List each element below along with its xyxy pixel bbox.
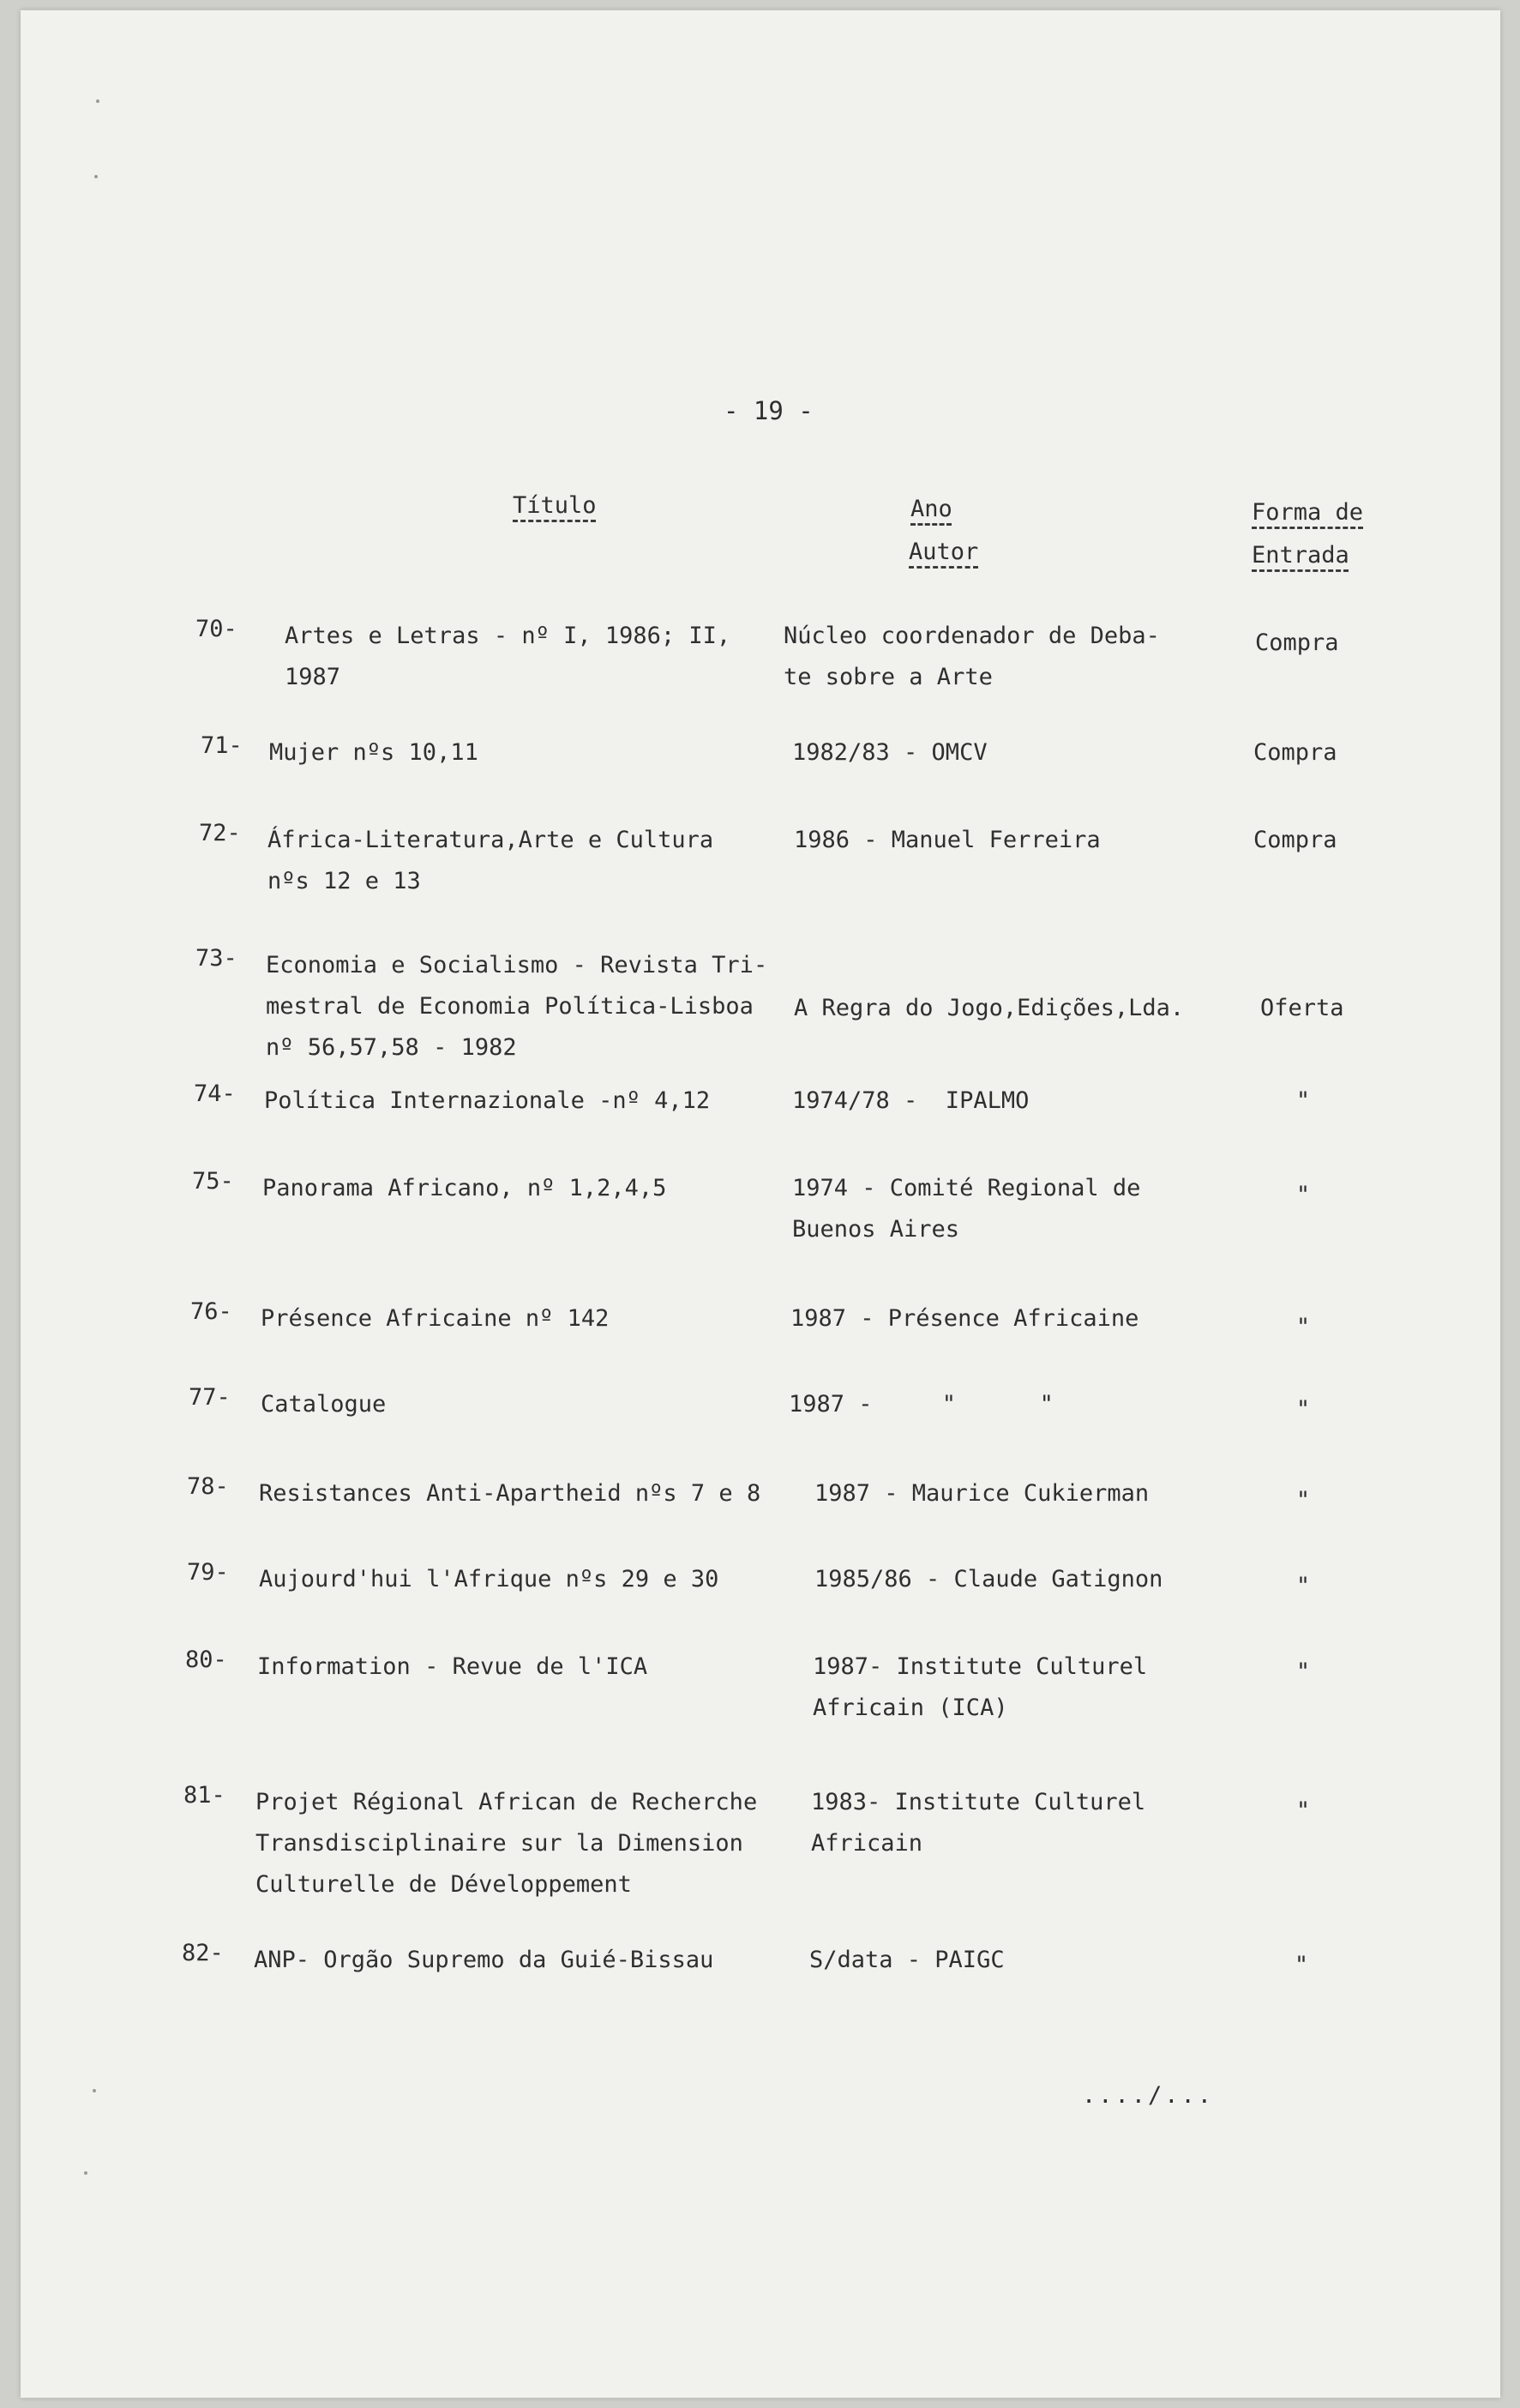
entry-title-line: Panorama Africano, nº 1,2,4,5 — [262, 1175, 667, 1201]
entry-number: 73- — [195, 945, 237, 972]
entry-title-line: Projet Régional African de Recherche — [255, 1789, 758, 1815]
header-entrada: Entrada — [1252, 542, 1349, 569]
entry-author-line: 1987 - " " — [789, 1391, 1054, 1418]
entry-author-line: 1987- Institute Culturel — [813, 1653, 1148, 1680]
entry-title-line: Mujer nºs 10,11 — [269, 739, 478, 766]
document-page — [21, 10, 1500, 2398]
entry-title-line: mestral de Economia Política-Lisboa — [266, 993, 754, 1020]
entry-author-line: 1986 - Manuel Ferreira — [794, 827, 1101, 853]
entry-number: 77- — [189, 1384, 231, 1411]
entry-number: 71- — [201, 732, 243, 759]
entry-title-line: Economia e Socialismo - Revista Tri- — [266, 952, 768, 978]
entry-author-line: Núcleo coordenador de Deba- — [784, 623, 1160, 649]
entry-title-line: ANP- Orgão Supremo da Guié-Bissau — [254, 1947, 714, 1973]
entry-title-line: Transdisciplinaire sur la Dimension — [255, 1830, 743, 1857]
entry-title-line: Artes e Letras - nº I, 1986; II, — [285, 623, 731, 649]
entry-author-line: 1982/83 - OMCV — [792, 739, 988, 766]
entry-number: 80- — [185, 1646, 227, 1673]
entry-acquisition: " — [1295, 1182, 1311, 1208]
header-titulo: Título — [513, 492, 597, 519]
paper-speck — [93, 2089, 96, 2092]
entry-number: 76- — [190, 1298, 232, 1325]
entry-acquisition: Oferta — [1260, 995, 1344, 1021]
entry-number: 74- — [194, 1081, 236, 1107]
entry-author-line: Africain — [811, 1830, 923, 1857]
entry-title-line: 1987 — [285, 664, 341, 690]
entry-title-line: Resistances Anti-Apartheid nºs 7 e 8 — [259, 1480, 761, 1507]
entry-author-line: 1974 - Comité Regional de — [792, 1175, 1141, 1201]
entry-acquisition: " — [1295, 1314, 1311, 1340]
entry-acquisition: Compra — [1253, 827, 1337, 853]
entry-title-line: Aujourd'hui l'Afrique nºs 29 e 30 — [259, 1566, 719, 1592]
header-autor: Autor — [909, 539, 979, 565]
entry-title-line: Política Internazionale -nº 4,12 — [264, 1087, 711, 1114]
entry-number: 81- — [183, 1782, 225, 1809]
entry-number: 79- — [187, 1559, 229, 1586]
entry-author-line: 1974/78 - IPALMO — [792, 1087, 1030, 1114]
entry-title-line: Présence Africaine nº 142 — [261, 1305, 610, 1332]
entry-author-line: 1985/86 - Claude Gatignon — [814, 1566, 1163, 1592]
entry-acquisition: " — [1295, 1396, 1311, 1423]
header-ano: Ano — [910, 496, 952, 522]
entry-author-line: 1983- Institute Culturel — [811, 1789, 1146, 1815]
entry-author-line: Buenos Aires — [792, 1216, 960, 1243]
entry-acquisition: " — [1295, 1487, 1311, 1514]
paper-speck — [96, 99, 99, 103]
entry-acquisition: " — [1294, 1952, 1309, 1978]
entry-author-line: 1987 - Présence Africaine — [790, 1305, 1139, 1332]
page-number: - 19 - — [724, 396, 814, 425]
entry-acquisition: " — [1295, 1659, 1311, 1685]
entry-author-line: S/data - PAIGC — [809, 1947, 1005, 1973]
entry-acquisition: Compra — [1253, 739, 1337, 766]
entry-acquisition: " — [1295, 1573, 1311, 1599]
entry-title-line: nº 56,57,58 - 1982 — [266, 1034, 517, 1061]
entry-title-line: Catalogue — [261, 1391, 387, 1418]
entry-author-line: te sobre a Arte — [784, 664, 993, 690]
entry-author-line: A Regra do Jogo,Edições,Lda. — [794, 995, 1185, 1021]
entry-number: 78- — [187, 1473, 229, 1500]
header-forma: Forma de — [1252, 499, 1364, 526]
entry-author-line: Africain (ICA) — [813, 1695, 1008, 1721]
entry-title-line: Culturelle de Développement — [255, 1871, 632, 1898]
entry-number: 72- — [199, 820, 241, 846]
paper-speck — [94, 175, 98, 178]
entry-title-line: nºs 12 e 13 — [267, 868, 421, 894]
entry-number: 75- — [192, 1168, 234, 1195]
entry-acquisition: " — [1295, 1087, 1311, 1114]
entry-author-line: 1987 - Maurice Cukierman — [814, 1480, 1150, 1507]
entry-number: 82- — [182, 1940, 224, 1966]
entry-title-line: Information - Revue de l'ICA — [257, 1653, 648, 1680]
entry-title-line: África-Literatura,Arte e Cultura — [267, 827, 714, 853]
entry-number: 70- — [195, 616, 237, 642]
entry-acquisition: " — [1295, 1797, 1311, 1824]
paper-speck — [84, 2171, 87, 2175]
continuation-mark: ..../... — [1082, 2082, 1215, 2109]
entry-acquisition: Compra — [1255, 629, 1339, 656]
